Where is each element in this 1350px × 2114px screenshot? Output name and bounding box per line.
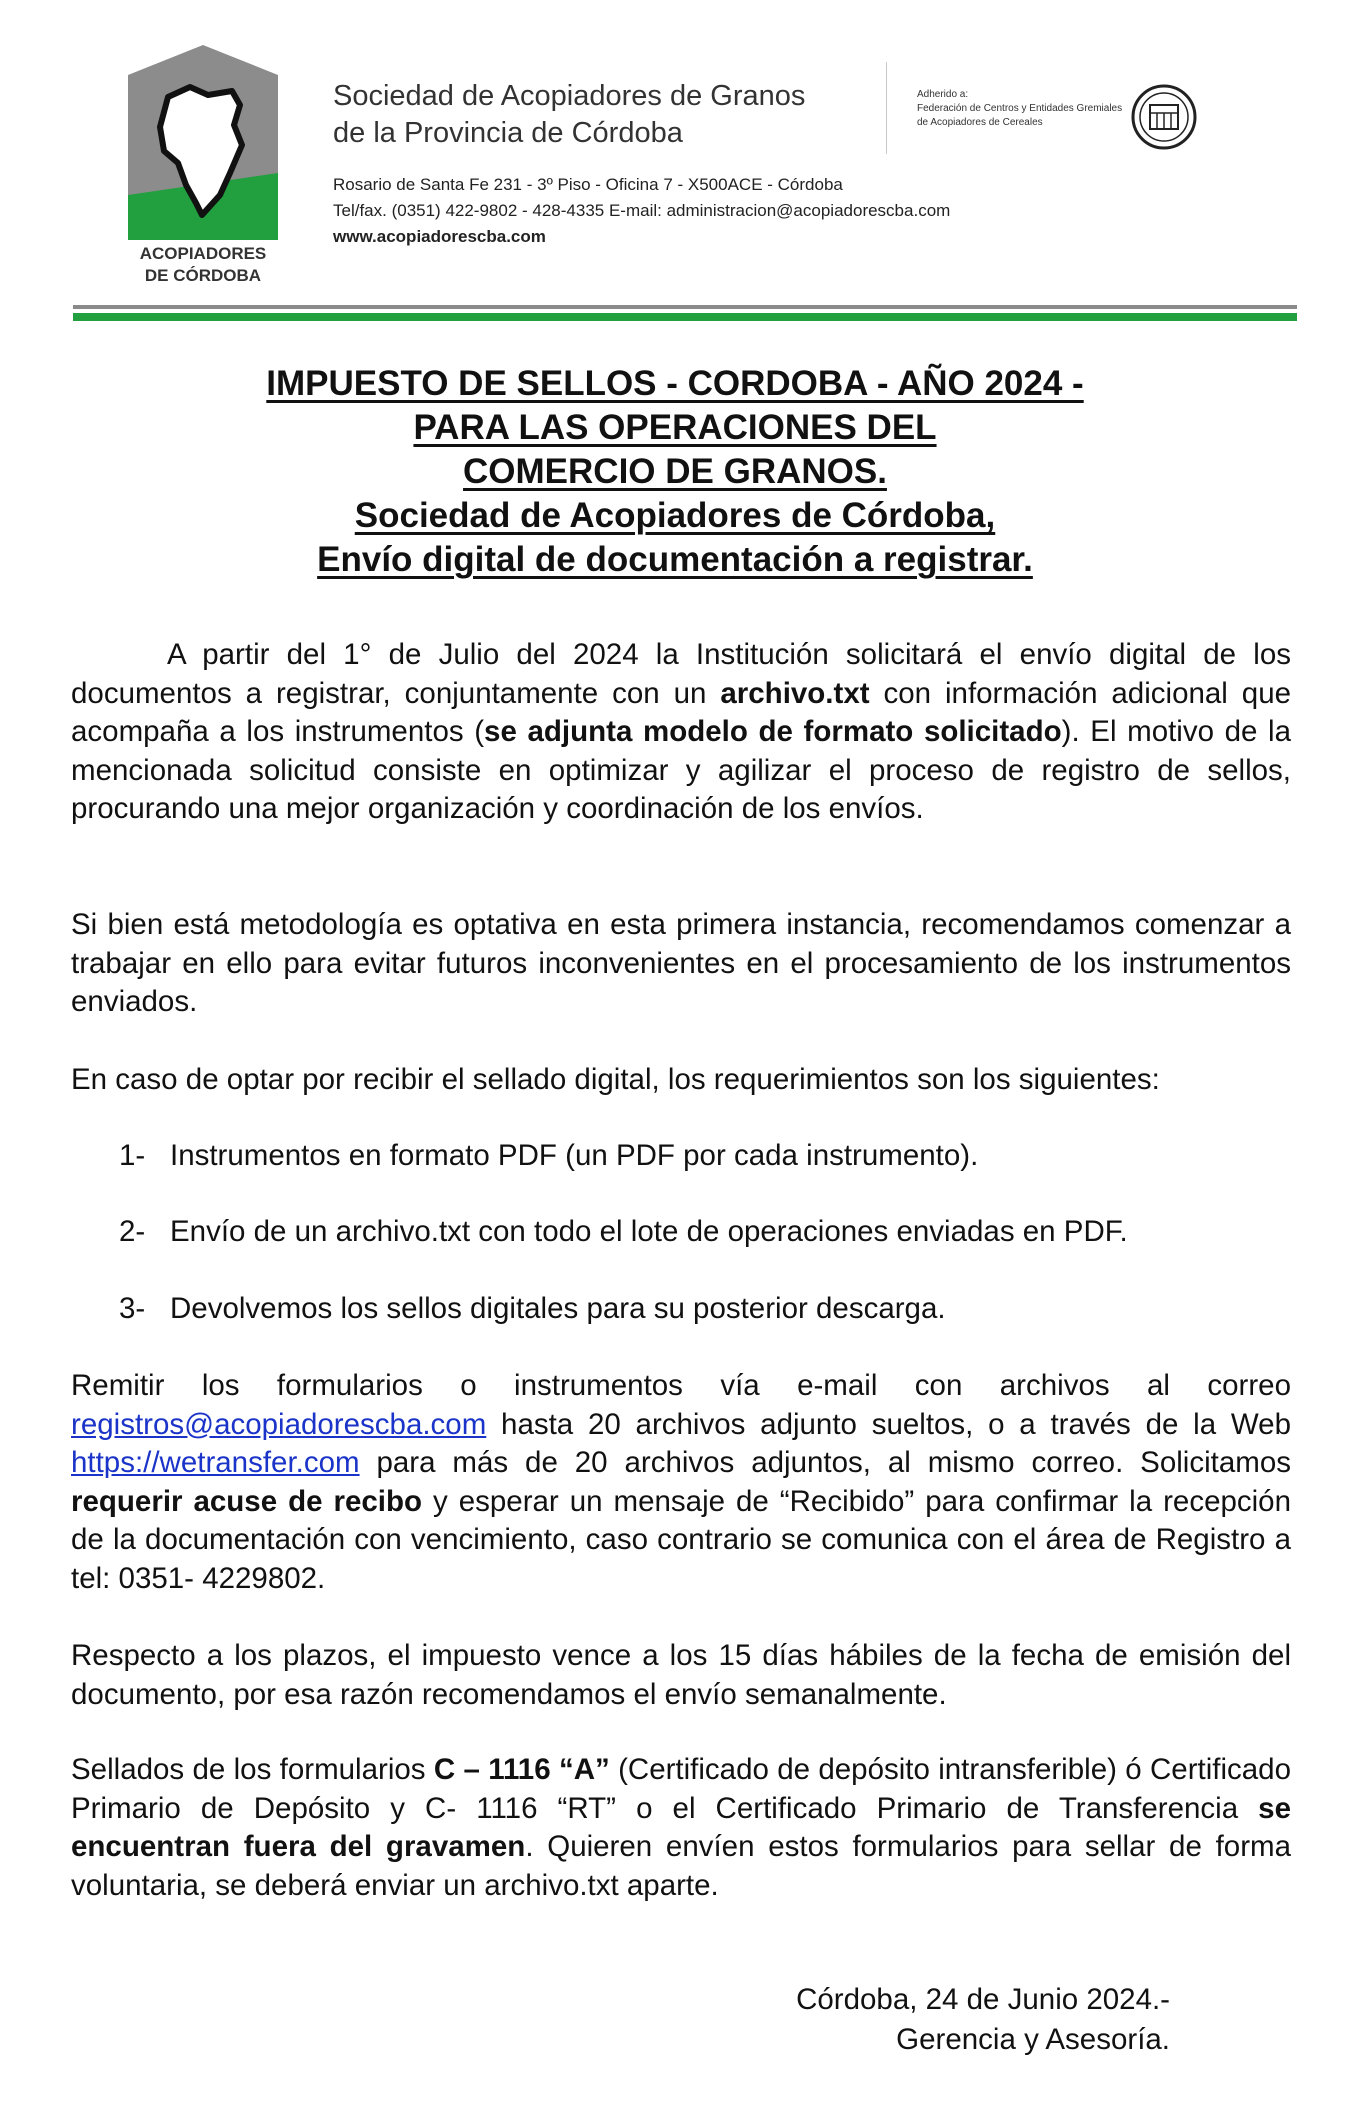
paragraph-requirements: En caso de optar por recibir el sellado digital, los requerimientos son los siguientes: — [71, 1063, 1160, 1096]
paragraph-forms: Sellados de los formularios C – 1116 “A” (Certificado de depósito intransferible) ó Certificado Primario de Depósito y C- 1116 “RT” o el Certificado Primario de Transferencia se encuentran fuera del gravamen. Quieren envíen estos formularios para sellar de forma voluntaria, se deberá enviar un archivo.txt aparte. — [71, 1753, 1291, 1902]
paragraph-intro: A partir del 1° de Julio del 2024 la Institución solicitará el envío digital de los documentos a registrar, conjuntamente con un archivo.txt con información adicional que acompaña a los instrumentos (se adjunta modelo de formato solicitado). El motivo de la mencionada solicitud consiste en optimizar y agilizar el proceso de registro de sellos, procurando una mejor organización y coordinación de los envíos. — [71, 638, 1292, 825]
list-item: 1- Instrumentos en formato PDF (un PDF por cada instrumento). — [119, 1139, 979, 1172]
header-rule-green — [73, 313, 1297, 321]
list-item: 2- Envío de un archivo.txt con todo el lote de operaciones enviadas en PDF. — [119, 1215, 1128, 1248]
signature-date: Córdoba, 24 de Junio 2024.- — [796, 1983, 1170, 2016]
svg-text:DE CÓRDOBA: DE CÓRDOBA — [144, 266, 262, 285]
organization-name: Sociedad de Acopiadores de Granos de la Provincia de Córdoba — [333, 80, 806, 149]
header-divider — [886, 62, 887, 154]
paragraph-optional: Si bien está metodología es optativa en esta primera instancia, recomendamos comenzar a trabajar en ello para evitar futuros inconvenientes en el procesamiento de los instrumentos enviados. — [71, 908, 1291, 1018]
registros-email-link[interactable]: registros@acopiadorescba.com — [71, 1407, 487, 1441]
acopiadores-logo — [128, 45, 278, 287]
wetransfer-link[interactable]: https://wetransfer.com — [71, 1446, 360, 1479]
signature-block — [740, 1980, 1170, 2060]
paragraph-submission: Remitir los formularios o instrumentos vía e-mail con archivos al correo registros@acopiadorescba.com hasta 20 archivos adjunto sueltos, o a través de la Web https://wetransfer.com para más de 20 archivos adjuntos, al mismo correo. Solicitamos requerir acuse de recibo y esperar un mensaje de “Recibido” para confirmar la recepción de la documentación con vencimiento, caso contrario se comunica con el área de Registro a tel: 0351- 4229802. — [71, 1369, 1291, 1595]
signature-name: Gerencia y Asesoría. — [896, 2023, 1170, 2056]
phone-email-line: Tel/fax. (0351) 422-9802 - 428-4335 E-mail: administracion@acopiadorescba.com — [333, 201, 951, 220]
address-line: Rosario de Santa Fe 231 - 3º Piso - Oficina 7 - X500ACE - Córdoba — [333, 175, 843, 194]
federation-seal-icon — [1130, 83, 1198, 151]
document-title: IMPUESTO DE SELLOS - CORDOBA - AÑO 2024 - PARA LAS OPERACIONES DEL COMERCIO DE GRANOS. Sociedad de Acopiadores de Córdoba, Envío digital de documentación a registrar. — [266, 364, 1084, 579]
header-rule-gray — [73, 305, 1297, 309]
paragraph-deadlines: Respecto a los plazos, el impuesto vence a los 15 días hábiles de la fecha de emisión del documento, por esa razón recomendamos el envío semanalmente. — [71, 1639, 1291, 1711]
organization-contact — [333, 172, 950, 250]
website-line: www.acopiadorescba.com — [333, 227, 546, 246]
adherido-note: Adherido a: Federación de Centros y Entidades Gremiales de Acopiadores de Cereales — [917, 89, 1123, 128]
list-item: 3- Devolvemos los sellos digitales para su posterior descarga. — [119, 1292, 946, 1325]
svg-text:ACOPIADORES: ACOPIADORES — [139, 244, 267, 263]
